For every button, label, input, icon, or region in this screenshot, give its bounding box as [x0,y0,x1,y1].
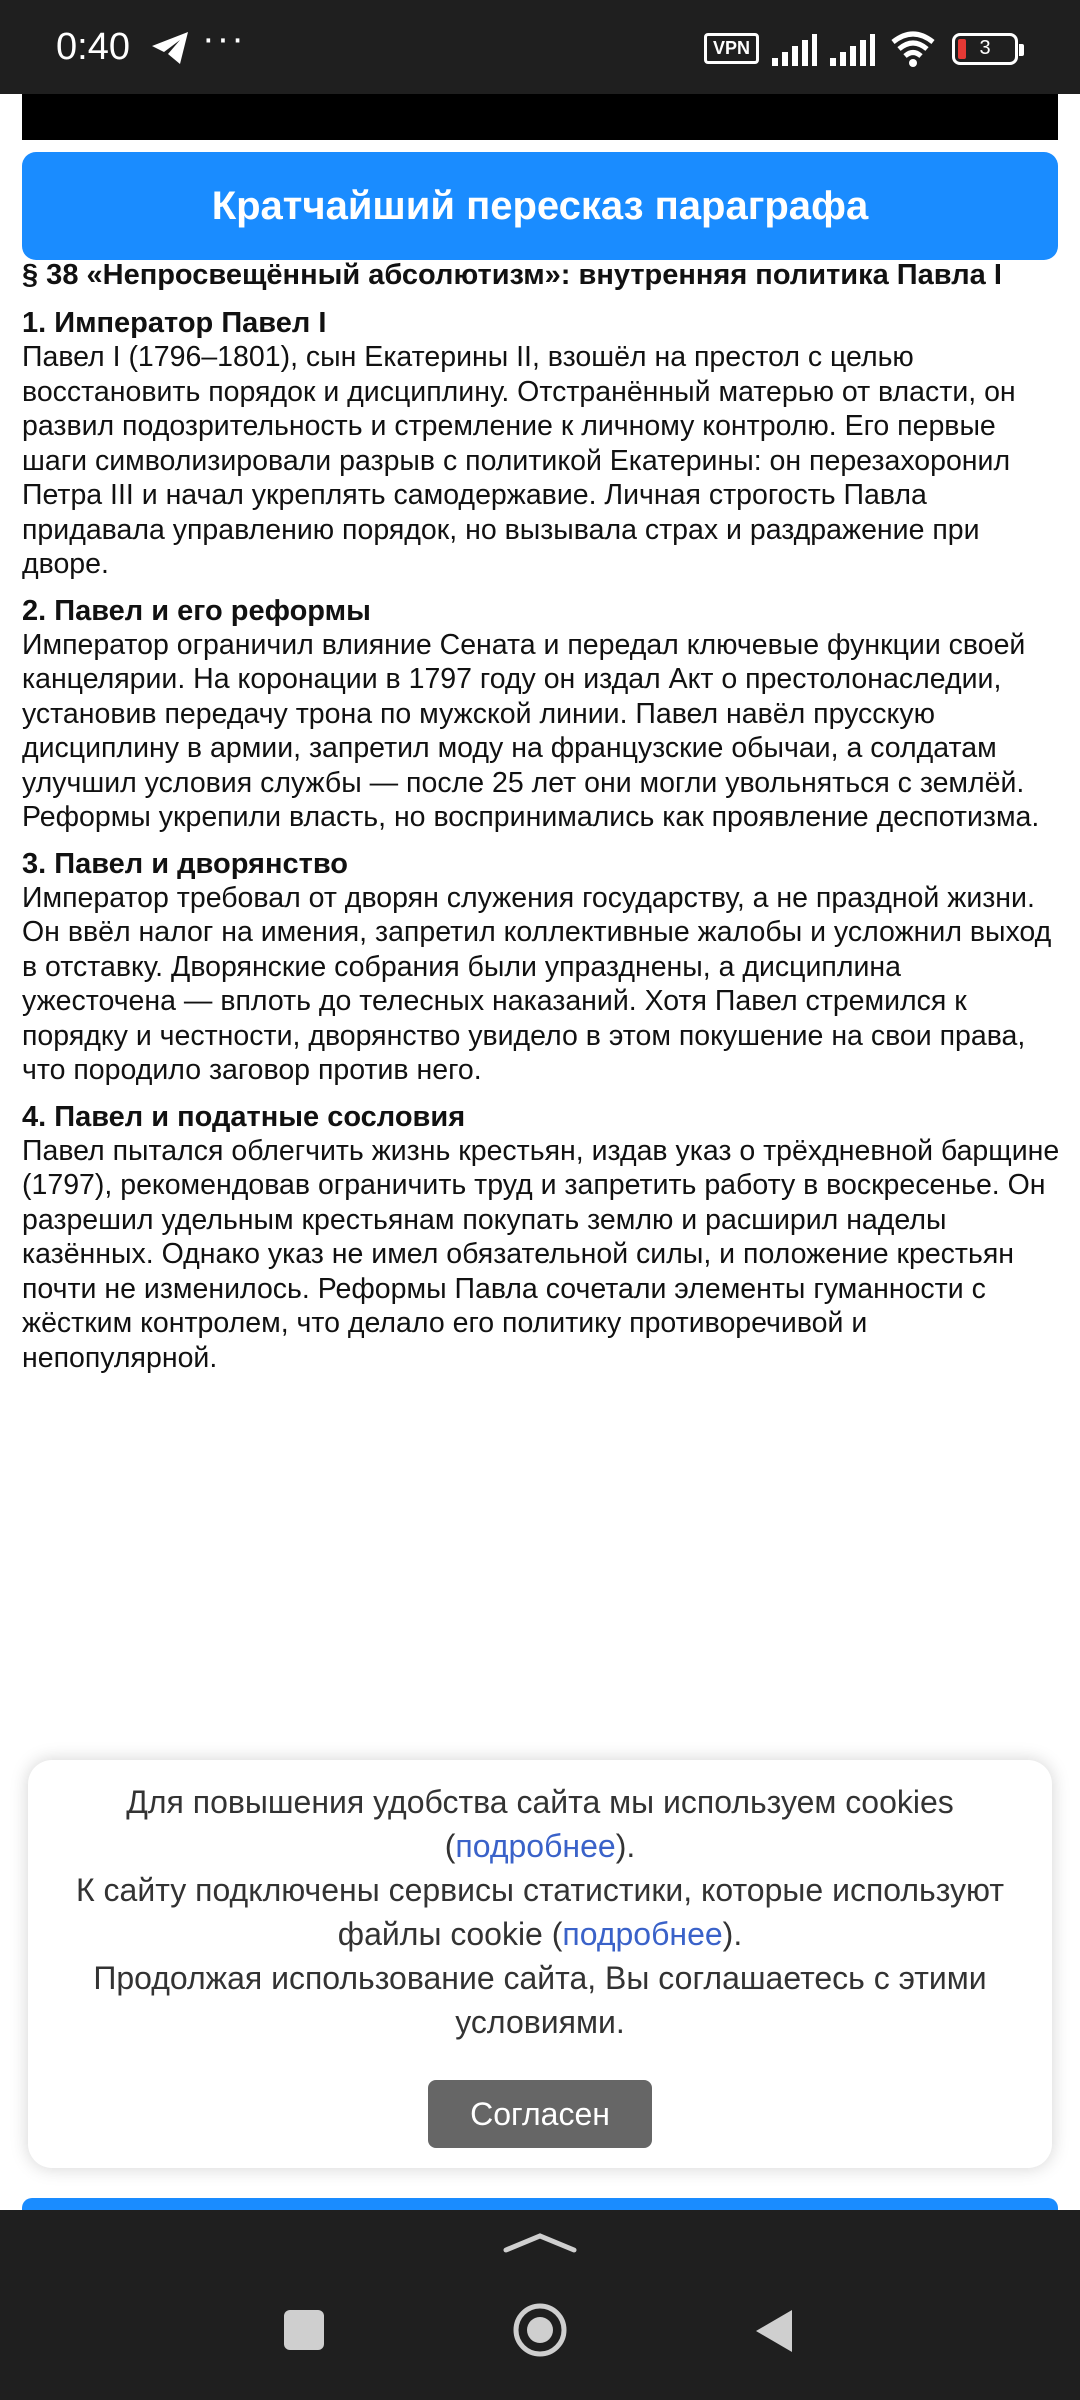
section-title: 3. Павел и дворянство [22,847,348,880]
page-top-banner [22,94,1058,140]
article-section [22,306,1062,582]
more-dots-icon: ··· [202,18,246,60]
section-text: Павел I (1796–1801), сын Екатерины II, взошёл на престол с целью восстановить порядок и дисциплину. Отстранённый матерью от власти, он развил подозрительность и стремление к личному контролю. Его первые шаги символизировали разрыв с политикой Екатерины: он перезахоронил Петра III и начал укреплять самодержавие. Личная строгость Павла придавала управлению порядок, но вызывала страх и раздражение при дворе. [22,341,1016,580]
cookie-text: Для повышения удобства сайта мы используем cookies (подробнее). К сайту подключены сервисы статистики, которые используют файлы cookie (подробнее). Продолжая использование сайта, Вы соглашаетесь с этими условиями. [76,1784,1004,2040]
battery-icon [952,33,1018,65]
battery-level: 3 [979,37,991,59]
article-heading: § 38 «Непросвещённый абсолютизм»: внутренняя политика Павла I [22,259,1002,291]
summary-title-button[interactable]: Кратчайший пересказ параграфа [22,152,1058,260]
vpn-icon: VPN [704,33,759,64]
signal-icon [828,32,876,68]
article [22,258,1062,1387]
section-title: 4. Павел и податные сословия [22,1100,466,1133]
statistics-details-link[interactable]: подробнее [562,1916,723,1952]
wifi-icon [890,30,936,70]
section-title: 2. Павел и его реформы [22,594,371,627]
cookie-banner [28,1760,1052,2168]
recents-square-icon[interactable] [284,2310,324,2350]
swipe-up-handle-icon[interactable] [502,2232,578,2254]
article-section [22,1100,1062,1376]
section-text: Павел пытался облегчить жизнь крестьян, издав указ о трёхдневной барщине (1797), рекомендовав ограничить труд и запретить работу в воскресенье. Он разрешил удельным крестьянам покупать землю и расширил наделы казённых. Однако указ не имел обязательной силы, и положение крестьян почти не изменилось. Реформы Павла сочетали элементы гуманности с жёстким контролем, что делало его политику противоречивой и непопулярной. [22,1134,1060,1374]
article-section [22,594,1062,835]
article-section [22,847,1062,1088]
cookie-line1: Для повышения удобства сайта мы используем cookies [126,1784,954,1820]
status-bar [0,0,1080,94]
cookie-line3: Продолжая использование сайта, Вы соглашаетесь с этими условиями. [93,1960,987,2040]
back-triangle-icon[interactable] [752,2306,796,2356]
signal-icon [770,32,818,68]
section-title: 1. Император Павел I [22,307,327,339]
home-circle-icon[interactable] [512,2302,568,2358]
system-nav-bar [0,2210,1080,2400]
cookie-details-link[interactable]: подробнее [455,1828,616,1864]
telegram-icon [150,30,190,66]
agree-button[interactable]: Согласен [428,2080,652,2148]
status-time: 0:40 [56,26,130,68]
section-text: Император ограничил влияние Сената и передал ключевые функции своей канцелярии. На коронации в 1797 году он издал Акт о престолонаследии, установив передачу трона по мужской линии. Павел навёл прусскую дисциплину в армии, запретил моду на французские обычаи, а солдатам улучшил условия службы — после 25 лет они могли увольняться с землёй. Реформы укрепили власть, но воспринимались как проявление деспотизма. [22,628,1040,833]
cookie-line2: К сайту подключены сервисы статистики, которые используют файлы cookie ( [76,1872,1004,1952]
section-text: Император требовал от дворян служения государству, а не праздной жизни. Он ввёл налог на имения, запретил коллективные жалобы и усложнил выход в отставку. Дворянские собрания были упразднены, а дисциплина ужесточена — вплоть до телесных наказаний. Хотя Павел стремился к порядку и честности, дворянство увидело в этом покушение на свои права, что породило заговор против него. [22,881,1052,1086]
